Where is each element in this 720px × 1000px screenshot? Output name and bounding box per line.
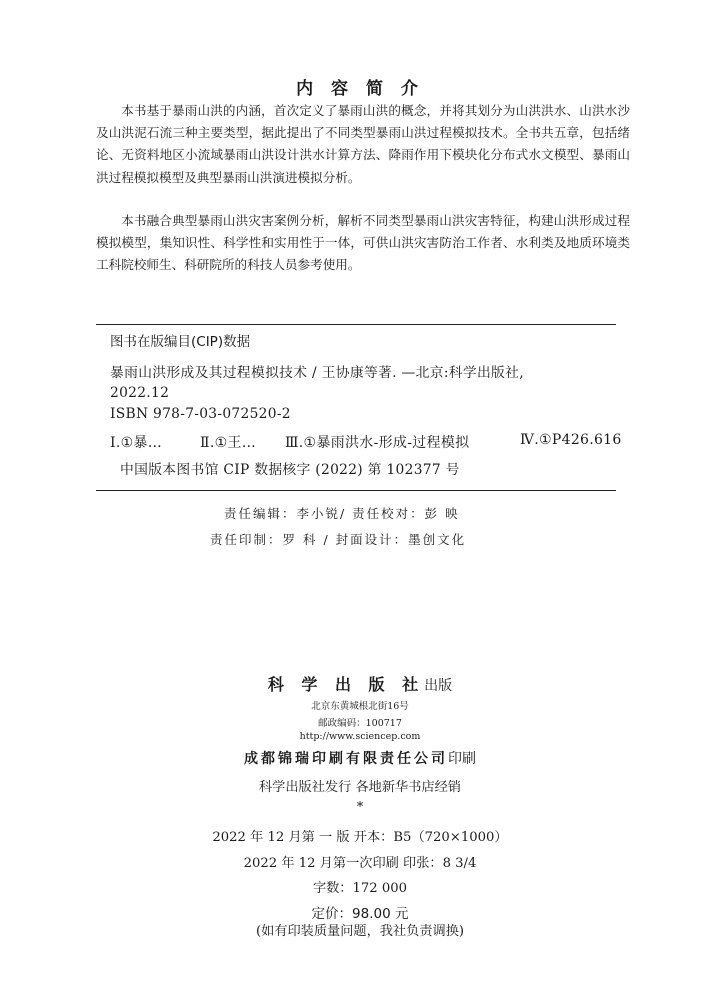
printer-line — [0, 748, 720, 768]
cip-class-1: Ⅰ.①暴… — [110, 435, 163, 451]
summary-title: 内 容 简 介 — [296, 79, 424, 99]
quality-note: (如有印装质量问题，我社负责调换) — [255, 924, 465, 939]
cip-number: 中国版本图书馆 CIP 数据核字 (2022) 第 102377 号 — [120, 462, 460, 478]
distribution-line: 科学出版社发行 各地新华书店经销 — [258, 780, 461, 795]
printer-suffix: 印刷 — [448, 751, 476, 767]
cip-bottom-rule — [96, 490, 616, 491]
cip-class-4: Ⅳ.①P426.616 — [520, 432, 622, 448]
publisher-suffix: 出版 — [424, 678, 453, 694]
cip-heading: 图书在版编目(CIP)数据 — [110, 334, 251, 350]
cip-record-line-2: 2022.12 — [110, 385, 170, 401]
cip-record-line-1: 暴雨山洪形成及其过程模拟技术 / 王协康等著. —北京:科学出版社, — [110, 365, 524, 381]
publisher-name-text: 科 学 出 版 社 — [267, 675, 425, 694]
cip-class-3: Ⅲ.①暴雨洪水-形成-过程模拟 — [285, 435, 470, 451]
cip-isbn: ISBN 978-7-03-072520-2 — [110, 406, 291, 422]
publisher-postcode: 邮政编码：100717 — [318, 718, 402, 729]
edition-line: 2022 年 12 月第 一 版 开本：B5（720×1000） — [212, 830, 508, 845]
summary-paragraph-2 — [96, 210, 630, 277]
publisher-name — [0, 672, 720, 695]
cip-class-2: Ⅱ.①王… — [200, 435, 257, 451]
publisher-website: http://www.sciencep.com — [299, 731, 421, 742]
price: 定价：98.00 元 — [311, 906, 409, 922]
credits-editors: 责任编辑：李小锐/ 责任校对：彭 映 — [224, 506, 460, 521]
summary-paragraph-1 — [96, 100, 630, 189]
cip-top-rule — [96, 324, 616, 325]
impression-line: 2022 年 12 月第一次印刷 印张：8 3/4 — [243, 856, 477, 871]
credits-production: 责任印制：罗 科 / 封面设计：墨创文化 — [210, 532, 467, 547]
printer-name: 成都锦瑞印刷有限责任公司 — [244, 751, 448, 767]
summary-paragraph-2-text: 本书融合典型暴雨山洪灾害案例分析，解析不同类型暴雨山洪灾害特征，构建山洪形成过程模拟模型，集知识性、科学性和实用性于一体，可供山洪灾害防治工作者、水利类及地质环境类工科院校师生、科研院所的科技人员参考使用。 — [96, 213, 630, 273]
separator-asterisk: * — [356, 800, 364, 815]
publisher-address: 北京东黄城根北街16号 — [311, 701, 409, 712]
word-count: 字数：172 000 — [312, 881, 408, 896]
summary-paragraph-1-text: 本书基于暴雨山洪的内涵，首次定义了暴雨山洪的概念，并将其划分为山洪洪水、山洪水沙及山洪泥石流三种主要类型，据此提出了不同类型暴雨山洪过程模拟技术。全书共五章，包括绪论、无资料地区小流域暴雨山洪设计洪水计算方法、降雨作用下模块化分布式水文模型、暴雨山洪过程模拟模型及典型暴雨山洪演进模拟分析。 — [96, 103, 630, 185]
